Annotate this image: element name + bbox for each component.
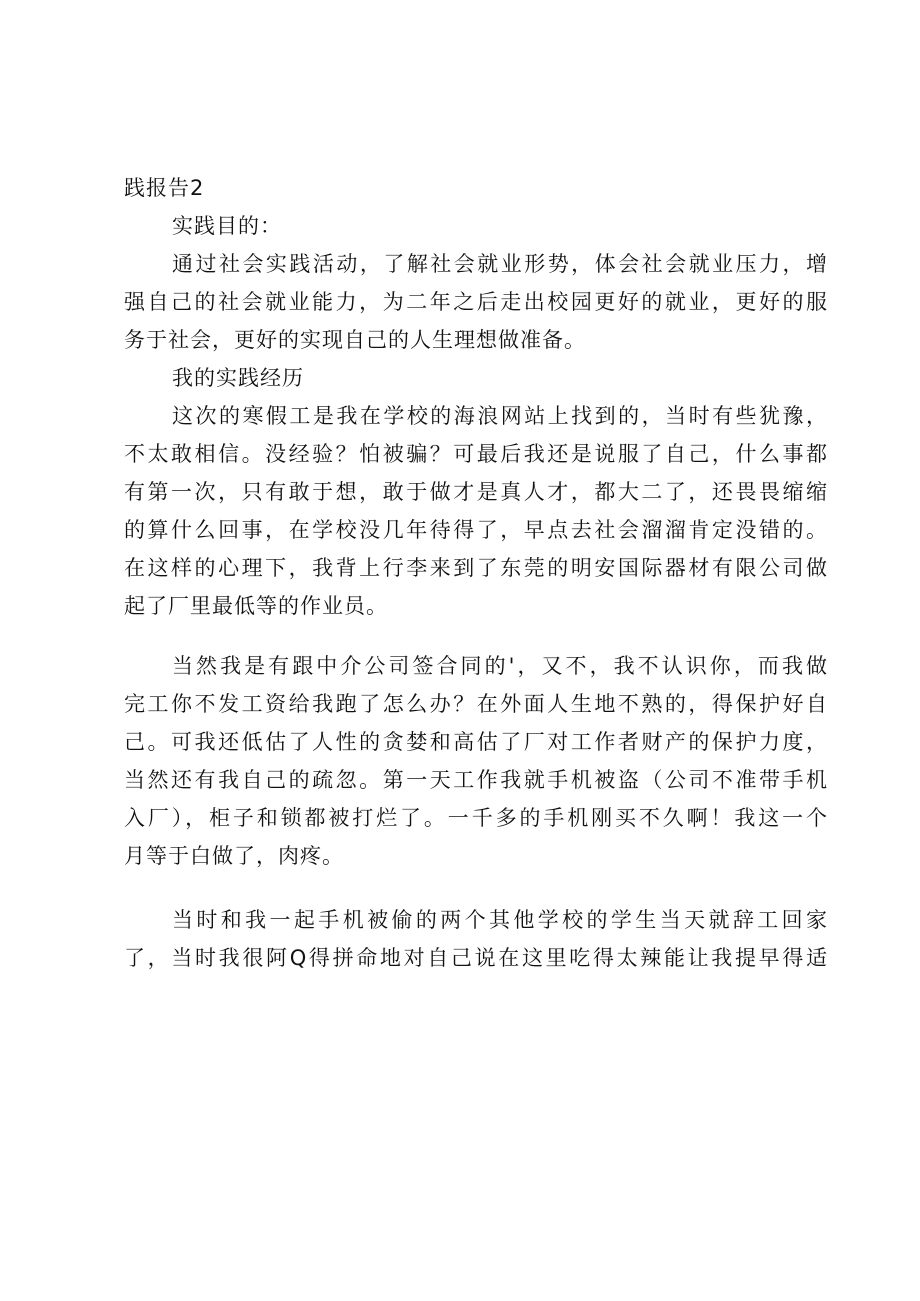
para1-line-1: 这次的寒假工是我在学校的海浪网站上找到的，当时有些犹豫， <box>172 404 828 428</box>
para1-line-4: 的算什么回事，在学校没几年待得了，早点去社会溜溜肯定没错的。 <box>124 518 828 542</box>
para2-line-2: 完工你不发工资给我跑了怎么办？在外面人生地不熟的，得保护好自 <box>124 692 828 716</box>
para1-line-5: 在这样的心理下，我背上行李来到了东莞的明安国际器材有限公司做 <box>124 556 828 580</box>
purpose-line-3: 务于社会，更好的实现自己的人生理想做准备。 <box>124 328 586 352</box>
para3-line-2: 了，当时我很阿Q得拼命地对自己说在这里吃得太辣能让我提早得适 <box>124 946 828 970</box>
para1-line-2: 不太敢相信。没经验？怕被骗？可最后我还是说服了自己，什么事都 <box>124 442 828 466</box>
para2-line-3: 己。可我还低估了人性的贪婪和高估了厂对工作者财产的保护力度， <box>124 730 828 754</box>
paragraph-gap <box>124 625 828 647</box>
para1-line-3: 有第一次，只有敢于想，敢于做才是真人才，都大二了，还畏畏缩缩 <box>124 480 828 504</box>
para2-line-4: 当然还有我自己的疏忽。第一天工作我就手机被盗（公司不准带手机 <box>124 768 828 792</box>
paragraph-gap <box>124 875 828 901</box>
document-body <box>124 169 828 977</box>
para2-line-6: 月等于白做了，肉疼。 <box>124 844 344 868</box>
para2-line-1: 当然我是有跟中介公司签合同的'，又不，我不认识你，而我做 <box>172 654 828 678</box>
section-title-experience: 我的实践经历 <box>172 366 304 390</box>
purpose-line-2: 强自己的社会就业能力，为二年之后走出校园更好的就业，更好的服 <box>124 290 828 314</box>
para1-line-6: 起了厂里最低等的作业员。 <box>124 594 388 618</box>
para2-line-5: 入厂），柜子和锁都被打烂了。一千多的手机刚买不久啊！我这一个 <box>124 806 828 830</box>
document-heading: 践报告2 <box>124 176 205 200</box>
para3-line-1: 当时和我一起手机被偷的两个其他学校的学生当天就辞工回家 <box>172 908 828 932</box>
purpose-line-1: 通过社会实践活动，了解社会就业形势，体会社会就业压力，增 <box>172 252 828 276</box>
section-title-purpose: 实践目的： <box>172 214 282 238</box>
